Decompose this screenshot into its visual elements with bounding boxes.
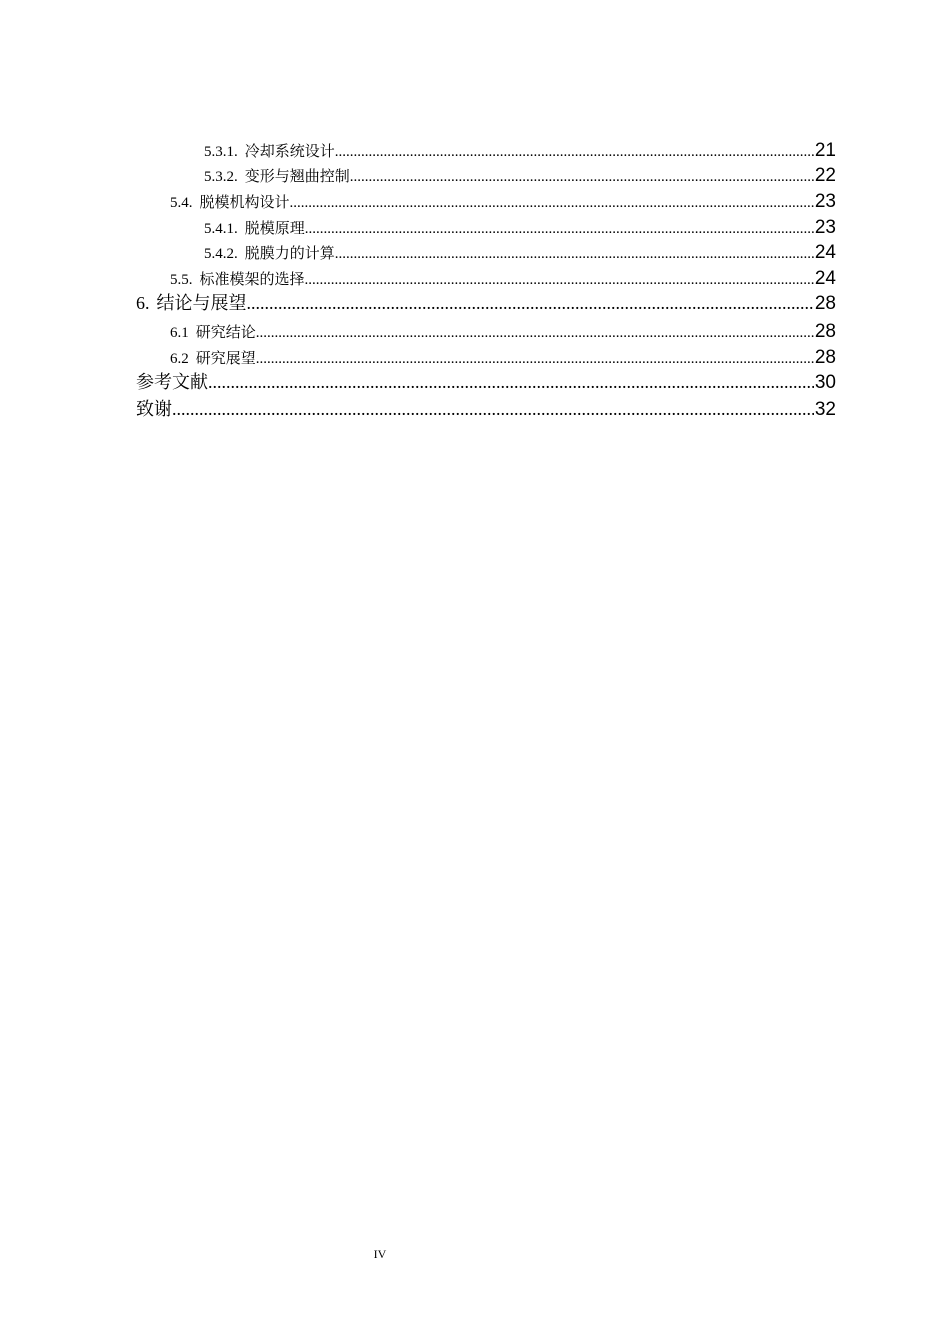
toc-entry-page: 22	[814, 165, 836, 186]
toc-entry-title: 研究展望	[195, 349, 256, 367]
toc-entry-page: 28	[814, 321, 836, 342]
toc-entry-title: 结论与展望	[156, 293, 247, 314]
toc-entry-6[interactable]	[136, 294, 836, 313]
toc-entry-page: 28	[814, 293, 836, 314]
toc-entry-number: 5.4.2.	[204, 246, 238, 262]
toc-entry-title: 变形与翘曲控制	[244, 167, 350, 185]
page-number: IV	[373, 1247, 387, 1261]
toc-dot-leader	[247, 294, 814, 312]
toc-dot-leader	[305, 222, 814, 237]
toc-dot-leader	[256, 326, 814, 341]
toc-entry-page: 32	[814, 399, 836, 420]
toc-entry-title: 脱模原理	[244, 219, 305, 237]
toc-entry-number: 5.4.	[170, 195, 193, 211]
toc-entry-title: 冷却系统设计	[244, 142, 335, 160]
toc-entry-5-4-2[interactable]	[204, 243, 836, 262]
toc-entry-6-2[interactable]	[170, 348, 836, 367]
toc-entry-number: 5.5.	[170, 272, 193, 288]
toc-entry-title: 标准模架的选择	[199, 270, 305, 288]
toc-dot-leader	[335, 247, 814, 262]
toc-entry-5-3-1[interactable]	[204, 141, 836, 160]
toc-entry-5-5[interactable]	[170, 269, 836, 288]
toc-entry-references[interactable]	[136, 373, 836, 392]
toc-entry-page: 24	[814, 268, 836, 289]
toc-entry-title: 脱模机构设计	[199, 193, 290, 211]
toc-entry-page: 21	[814, 140, 836, 161]
toc-entry-number: 5.4.1.	[204, 221, 238, 237]
toc-entry-page: 24	[814, 242, 836, 263]
toc-entry-number: 6.	[136, 293, 150, 313]
toc-entry-acknowledgements[interactable]	[136, 400, 836, 419]
toc-entry-page: 23	[814, 217, 836, 238]
toc-entry-6-1[interactable]	[170, 322, 836, 341]
toc-entry-page: 28	[814, 347, 836, 368]
toc-entry-number: 6.1	[170, 325, 189, 341]
toc-entry-5-4[interactable]	[170, 192, 836, 211]
toc-entry-page: 30	[814, 372, 836, 393]
toc-entry-5-3-2[interactable]	[204, 166, 836, 185]
toc-entry-5-4-1[interactable]	[204, 218, 836, 237]
toc-entry-number: 6.2	[170, 351, 189, 367]
toc-entry-title: 致谢	[136, 399, 172, 420]
toc-entry-page: 23	[814, 191, 836, 212]
toc-entry-number: 5.3.1.	[204, 144, 238, 160]
toc-dot-leader	[290, 196, 814, 211]
toc-dot-leader	[335, 145, 814, 160]
toc-entry-title: 参考文献	[136, 372, 208, 393]
toc-dot-leader	[208, 373, 814, 391]
toc-dot-leader	[256, 352, 814, 367]
toc-entry-title: 研究结论	[195, 323, 256, 341]
toc-dot-leader	[172, 400, 814, 418]
toc-dot-leader	[350, 170, 814, 185]
toc-entry-number: 5.3.2.	[204, 169, 238, 185]
table-of-contents	[0, 0, 950, 440]
toc-dot-leader	[305, 273, 814, 288]
toc-entry-title: 脱膜力的计算	[244, 244, 335, 262]
